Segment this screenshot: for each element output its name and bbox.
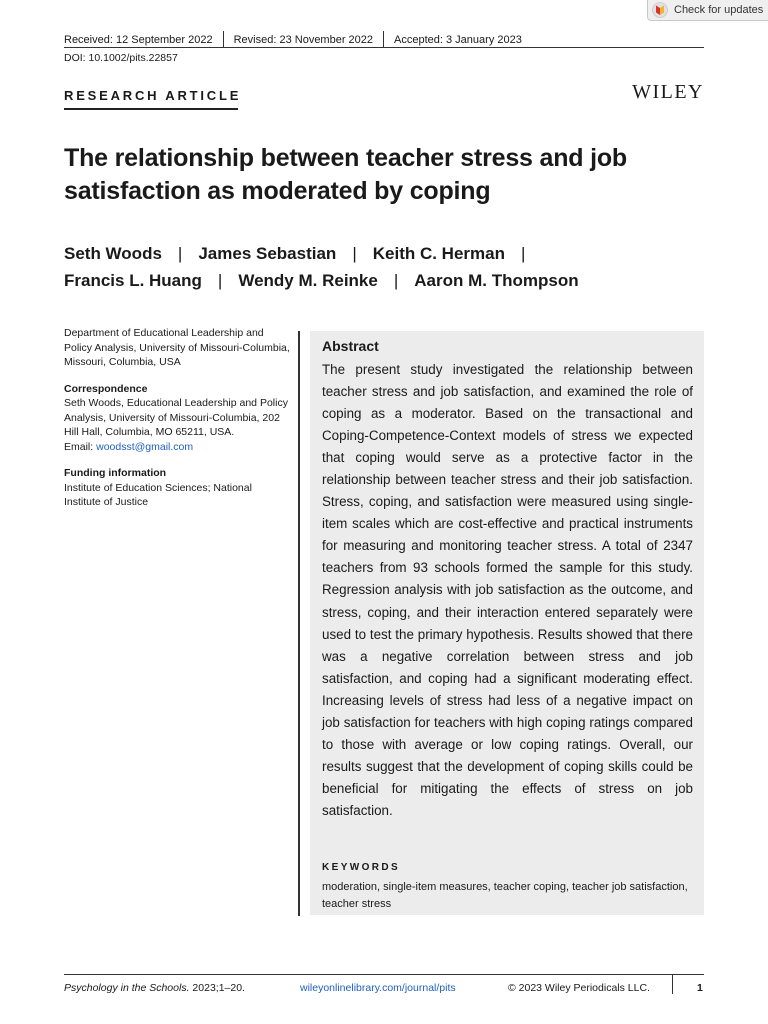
author-name[interactable]: Seth Woods: [64, 244, 162, 263]
date-divider: [383, 31, 384, 48]
author-name[interactable]: Francis L. Huang: [64, 271, 202, 290]
publisher-logo: WILEY: [632, 81, 704, 103]
footer-rule: [64, 974, 704, 975]
author-name[interactable]: Wendy M. Reinke: [238, 271, 378, 290]
journal-volume: 2023;1–20.: [192, 982, 245, 994]
article-type-underline: [64, 108, 238, 110]
email-label: Email:: [64, 440, 94, 453]
author-separator: |: [217, 271, 223, 290]
affiliation: Department of Educational Leadership and Policy Analysis, University of Missouri-Columbia, Missouri, Columbia, USA: [64, 327, 290, 368]
author-name[interactable]: Keith C. Herman: [372, 244, 505, 263]
journal-url-link[interactable]: wileyonlinelibrary.com/journal/pits: [300, 982, 456, 994]
date-divider: [223, 31, 224, 48]
author-separator: |: [520, 244, 526, 263]
author-list: [64, 240, 724, 294]
author-separator: |: [177, 244, 183, 263]
correspondence-text: Seth Woods, Educational Leadership and Policy Analysis, University of Missouri-Columbia, 202 Hill Hall, Columbia, MO 65211, USA.: [64, 397, 288, 438]
column-divider: [298, 331, 300, 916]
author-name[interactable]: James Sebastian: [198, 244, 337, 263]
article-title: The relationship between teacher stress and job satisfaction as moderated by coping: [64, 144, 627, 205]
check-for-updates-label: Check for updates: [674, 4, 764, 16]
article-info-column: [64, 326, 290, 510]
check-for-updates-icon: [652, 2, 668, 18]
footer-divider: [672, 974, 673, 994]
article-type: RESEARCH ARTICLE: [64, 88, 242, 103]
abstract-heading: Abstract: [322, 338, 379, 354]
page-number: 1: [697, 982, 703, 994]
check-for-updates-button[interactable]: [647, 0, 768, 21]
revised-date: Revised: 23 November 2022: [233, 33, 374, 46]
article-dates: [64, 31, 522, 48]
header-rule: [64, 47, 704, 48]
journal-name: Psychology in the Schools.: [64, 982, 190, 994]
abstract-text: The present study investigated the relationship between teacher stress and job satisfaction, and examined the role of coping as a moderator. Based on the transactional and Coping-Competence-Context models of stress we expected that coping would serve as a protective factor in the relationship between teacher stress and their job satisfaction. Stress, coping, and satisfaction were measured using single-item scales which are cost-effective and practical instruments for measuring and monitoring teacher stress. A total of 2347 teachers from 93 schools formed the sample for this study. Regression analysis with job satisfaction as the outcome, and stress, coping, and their interaction entered separately were used to test the primary hypothesis. Results showed that there was a negative correlation between stress and job satisfaction, and coping had a significant moderating effect. Increasing levels of stress had less of a negative impact on job satisfaction for teachers with high coping ratings compared to those with average or low coping ratings. Overall, our results suggest that the development of coping skills could be beneficial for mitigating the effects of stress on job satisfaction.: [322, 362, 693, 818]
keywords-text: moderation, single-item measures, teacher coping, teacher job satisfaction, teacher stress: [322, 881, 688, 910]
received-date: Received: 12 September 2022: [64, 33, 213, 46]
funding-heading: Funding information: [64, 467, 167, 479]
keywords-heading: KEYWORDS: [322, 862, 401, 873]
email-link[interactable]: woodsst@gmail.com: [96, 440, 194, 453]
correspondence-email: [64, 440, 290, 455]
doi[interactable]: DOI: 10.1002/pits.22857: [64, 52, 178, 64]
author-separator: |: [352, 244, 357, 263]
author-name[interactable]: Aaron M. Thompson: [414, 271, 579, 290]
correspondence-heading: Correspondence: [64, 382, 148, 395]
author-line-1: [64, 240, 724, 267]
copyright: © 2023 Wiley Periodicals LLC.: [508, 982, 650, 994]
funding-text: Institute of Education Sciences; National Institute of Justice: [64, 481, 252, 508]
accepted-date: Accepted: 3 January 2023: [394, 33, 522, 46]
journal-citation: [64, 982, 245, 994]
author-line-2: [64, 267, 724, 294]
author-separator: |: [393, 271, 399, 290]
